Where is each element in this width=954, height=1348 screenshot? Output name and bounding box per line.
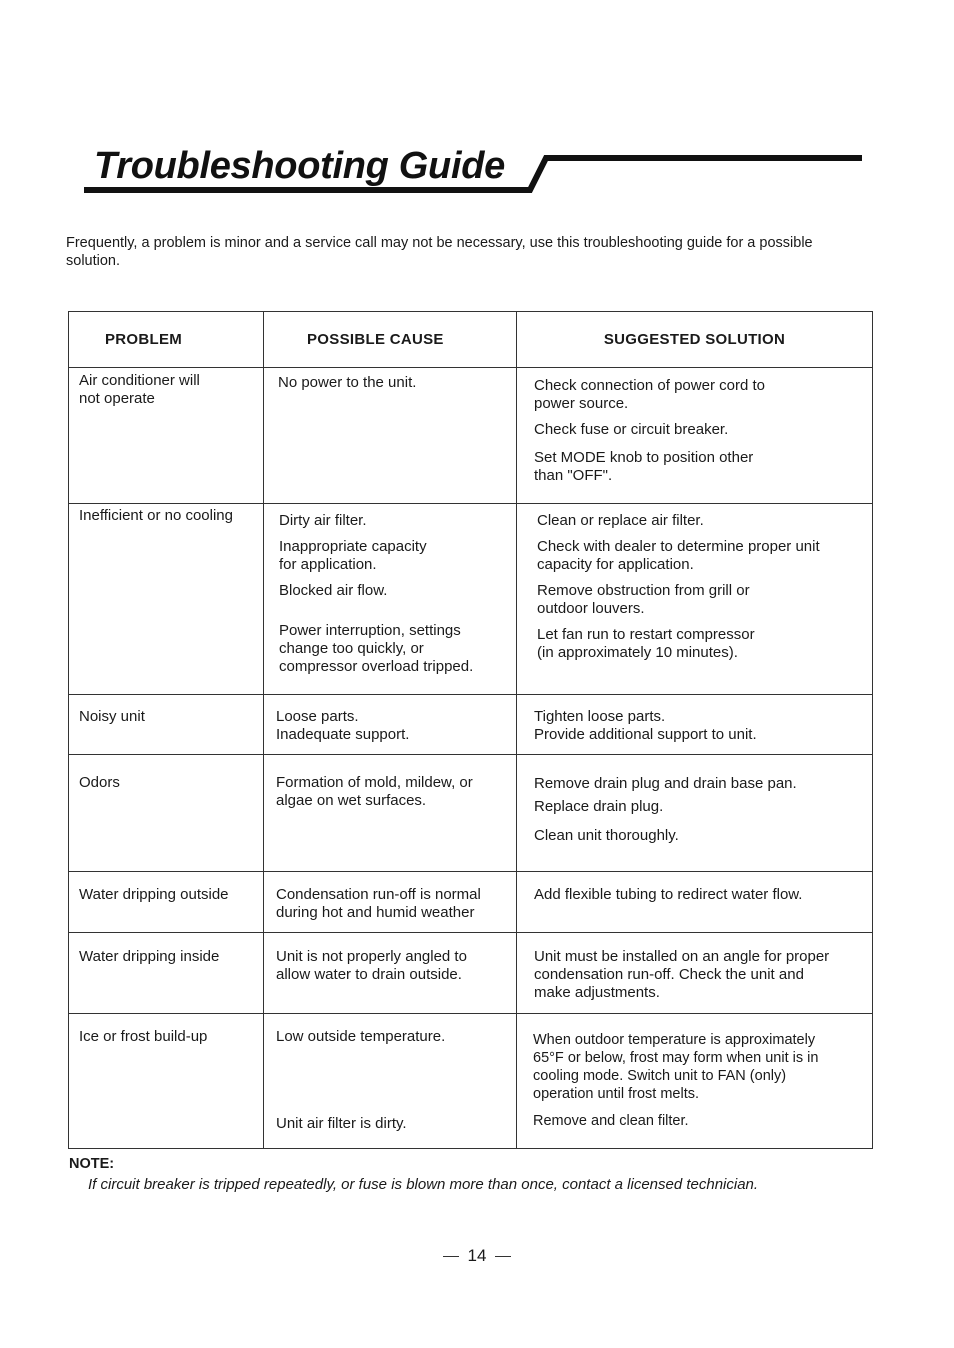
cause-text: Inappropriate capacity for application. bbox=[279, 538, 427, 573]
solution-text: Remove and clean filter. bbox=[533, 1113, 689, 1129]
table-row bbox=[69, 755, 873, 872]
page-number-dash-right bbox=[495, 1256, 511, 1257]
cause-cell bbox=[264, 755, 517, 872]
problem-cell bbox=[69, 755, 264, 872]
title-block bbox=[84, 140, 864, 198]
cause-text: Blocked air flow. bbox=[279, 582, 388, 599]
solution-text: Set MODE knob to position other than "OFF". bbox=[534, 449, 754, 484]
solution-text: Remove obstruction from grill or outdoor louvers. bbox=[537, 582, 750, 617]
solution-text: Unit must be installed on an angle for proper condensation run-off. Check the unit and make adjustments. bbox=[534, 948, 830, 1001]
problem-text: Noisy unit bbox=[79, 708, 145, 725]
page-number-value: 14 bbox=[467, 1246, 487, 1265]
solution-cell bbox=[517, 1014, 873, 1149]
solution-text: Clean unit thoroughly. bbox=[534, 827, 679, 844]
page-number bbox=[0, 1246, 954, 1266]
table-row bbox=[69, 872, 873, 933]
solution-cell bbox=[517, 872, 873, 933]
problem-text: Odors bbox=[79, 774, 120, 791]
cause-cell bbox=[264, 504, 517, 695]
intro-text: Frequently, a problem is minor and a service call may not be necessary, use this troubleshooting guide for a possible solution. bbox=[66, 235, 813, 269]
solution-text: Check fuse or circuit breaker. bbox=[534, 421, 729, 438]
troubleshooting-table bbox=[68, 311, 873, 1149]
page-title: Troubleshooting Guide bbox=[94, 145, 505, 187]
table-row bbox=[69, 504, 873, 695]
cause-cell bbox=[264, 1014, 517, 1149]
cause-cell bbox=[264, 933, 517, 1014]
cause-text: Dirty air filter. bbox=[279, 512, 367, 529]
solution-cell bbox=[517, 368, 873, 504]
cause-text: Loose parts. Inadequate support. bbox=[276, 708, 410, 743]
cause-cell bbox=[264, 872, 517, 933]
page-number-dash-left bbox=[443, 1256, 459, 1257]
cause-cell bbox=[264, 695, 517, 755]
header-possible-cause: POSSIBLE CAUSE bbox=[264, 312, 517, 368]
problem-text: Water dripping outside bbox=[79, 886, 229, 903]
cause-cell bbox=[264, 368, 517, 504]
solution-cell bbox=[517, 933, 873, 1014]
note-label: NOTE: bbox=[69, 1156, 115, 1172]
problem-cell bbox=[69, 504, 264, 695]
problem-cell bbox=[69, 1014, 264, 1149]
solution-text: Check connection of power cord to power source. bbox=[534, 377, 765, 412]
note-text: If circuit breaker is tripped repeatedly, or fuse is blown more than once, contact a licensed technician. bbox=[88, 1176, 759, 1193]
problem-cell bbox=[69, 872, 264, 933]
table-row bbox=[69, 933, 873, 1014]
problem-text: Air conditioner will not operate bbox=[79, 372, 200, 407]
problem-cell bbox=[69, 368, 264, 504]
table-header-row bbox=[69, 312, 873, 368]
solution-text: Check with dealer to determine proper unit capacity for application. bbox=[537, 538, 820, 573]
solution-text: Remove drain plug and drain base pan. bbox=[534, 775, 797, 792]
header-suggested-solution: SUGGESTED SOLUTION bbox=[517, 312, 873, 368]
problem-text: Water dripping inside bbox=[79, 948, 220, 965]
cause-text: Power interruption, settings change too quickly, or compressor overload tripped. bbox=[279, 622, 474, 675]
solution-text: Add flexible tubing to redirect water flow. bbox=[534, 886, 803, 903]
solution-text: Let fan run to restart compressor (in approximately 10 minutes). bbox=[537, 626, 755, 661]
solution-text: Tighten loose parts. Provide additional support to unit. bbox=[534, 708, 757, 743]
table-row bbox=[69, 695, 873, 755]
solution-text: Replace drain plug. bbox=[534, 798, 664, 815]
table-row bbox=[69, 1014, 873, 1149]
solution-cell bbox=[517, 504, 873, 695]
header-problem: PROBLEM bbox=[69, 312, 264, 368]
solution-cell bbox=[517, 695, 873, 755]
cause-text: Low outside temperature. bbox=[276, 1028, 446, 1045]
cause-text: Unit air filter is dirty. bbox=[276, 1115, 407, 1132]
solution-cell bbox=[517, 755, 873, 872]
solution-text: Clean or replace air filter. bbox=[537, 512, 704, 529]
table-row bbox=[69, 368, 873, 504]
problem-cell bbox=[69, 695, 264, 755]
cause-text: Formation of mold, mildew, or algae on wet surfaces. bbox=[276, 774, 473, 809]
solution-text: When outdoor temperature is approximately 65°F or below, frost may form when unit is in cooling mode. Switch unit to FAN (only) operation until frost melts. bbox=[533, 1032, 819, 1102]
problem-text: Inefficient or no cooling bbox=[79, 507, 233, 524]
problem-text: Ice or frost build-up bbox=[79, 1028, 208, 1045]
cause-text: Condensation run-off is normal during hot and humid weather bbox=[276, 886, 481, 921]
cause-text: No power to the unit. bbox=[278, 374, 417, 391]
problem-cell bbox=[69, 933, 264, 1014]
cause-text: Unit is not properly angled to allow water to drain outside. bbox=[276, 948, 467, 983]
